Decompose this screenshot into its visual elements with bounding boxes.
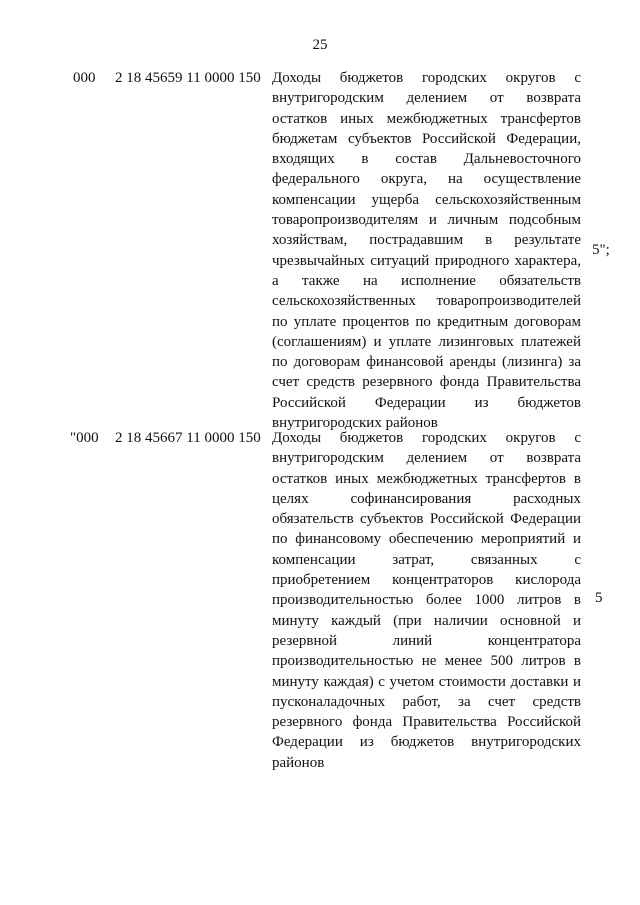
page-number: 25 [312,37,328,53]
budget-classification-code: 2 18 45659 11 0000 150 [115,70,261,86]
income-description: Доходы бюджетов городских округов с внутригородским делением от возврата остатков иных межбюджетных трансфертов бюджетам субъектов Российской Федерации, входящих в состав Дальневосточного федерального округа, на осуществление компенсации ущерба сельскохозяйственным товаропроизводителям и личным подсобным хозяйствам, пострадавшим в результате чрезвычайных ситуаций природного характера, а также на исполнение обязательств сельскохозяйственных товаропроизводителей по уплате процентов по кредитным договорам (соглашениям) и уплате лизинговых платежей по договорам финансовой аренды (лизинга) за счет средств резервного фонда Правительства Российской Федерации из бюджетов внутригородских районов [272,70,581,432]
norm-value: 5 [595,590,603,606]
income-description: Доходы бюджетов городских округов с внутригородским делением от возврата остатков иных межбюджетных трансфертов в целях софинансирования расходных обязательств субъектов Российской Федерации по финансовому обеспечению мероприятий и компенсации затрат, связанных с приобретением концентраторов кислорода производительностью более 1000 литров в минуту каждый (при наличии основной и резервной линий концентратора производительностью не менее 500 литров в минуту каждая) с учетом стоимости доставки и пусконаладочных работ, за счет средств резервного фонда Правительства Российской Федерации из бюджетов внутригородских районов [272,430,581,771]
admin-code: 000 [73,70,96,86]
norm-value: 5"; [592,242,610,258]
admin-code: "000 [70,430,99,446]
budget-classification-code: 2 18 45667 11 0000 150 [115,430,261,446]
